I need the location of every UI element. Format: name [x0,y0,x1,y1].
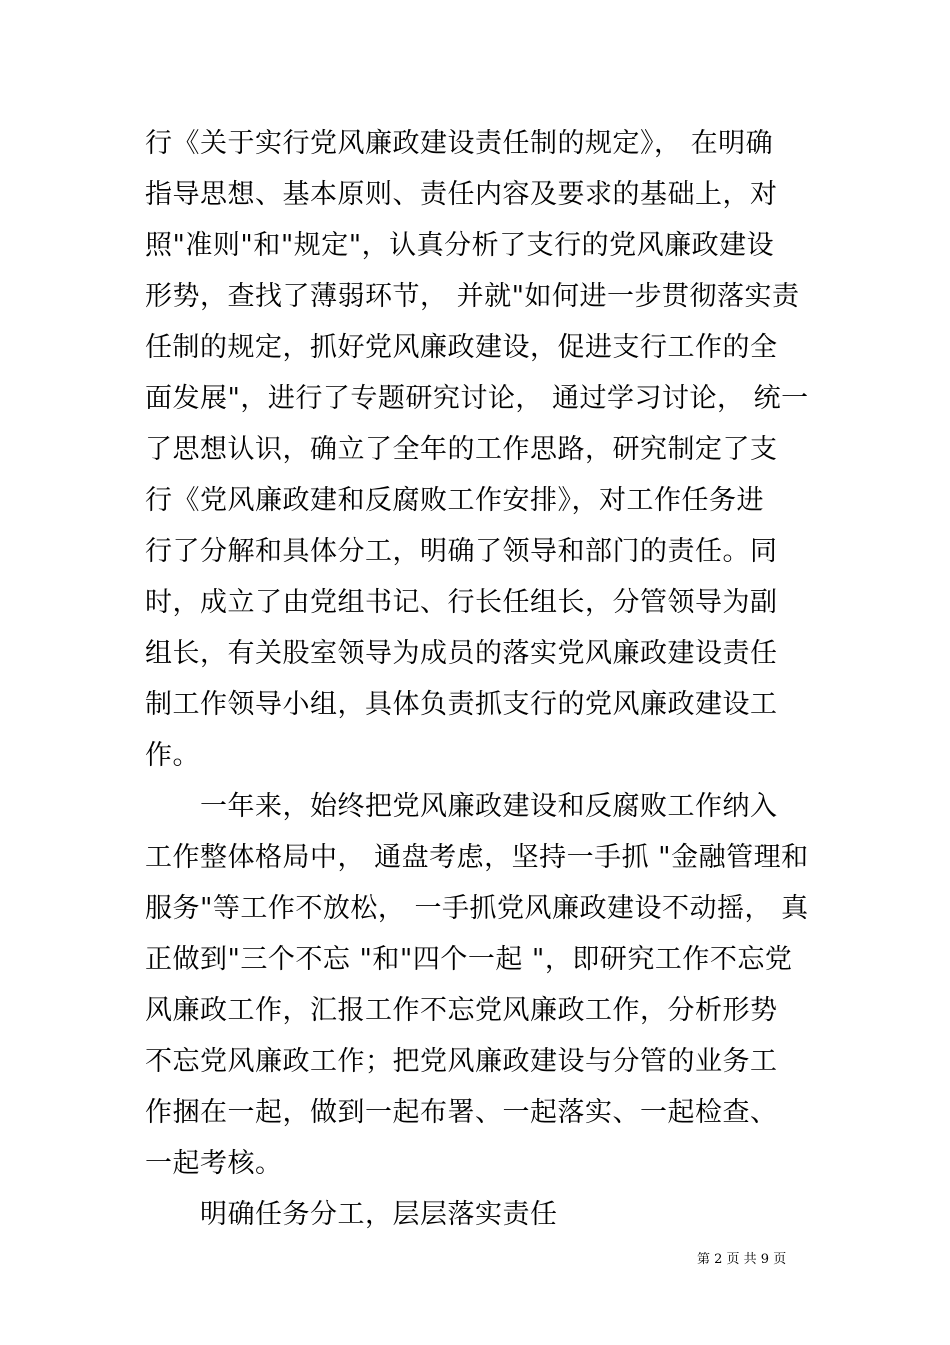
text-line: 了思想认识，确立了全年的工作思路，研究制定了支 [145,434,778,465]
body-text [0,118,950,1240]
text-line: 面发展"，进行了专题研究讨论， 通过学习讨论， 统一 [145,383,809,414]
text-line: 形势，查找了薄弱环节， 并就"如何进一步贯彻落实责 [145,281,800,312]
text-line: 服务"等工作不放松， 一手抓党风廉政建设不动摇， 真 [145,893,809,924]
section-heading: 明确任务分工，层层落实责任 [200,1199,558,1230]
text-line: 时，成立了由党组书记、行长任组长，分管领导为副 [145,587,778,618]
text-line: 行了分解和具体分工，明确了领导和部门的责任。同 [145,536,778,567]
text-line: 不忘党风廉政工作；把党风廉政建设与分管的业务工 [145,1046,778,1077]
text-line: 正做到"三个不忘 "和"四个一起 "，即研究工作不忘党 [145,944,793,975]
text-line: 行《关于实行党风廉政建设责任制的规定》， 在明确 [145,128,774,159]
text-line: 风廉政工作，汇报工作不忘党风廉政工作，分析形势 [145,995,778,1026]
text-line: 一起考核。 [145,1148,283,1179]
text-line: 照"准则"和"规定"，认真分析了支行的党风廉政建设 [145,230,775,261]
text-line: 组长，有关股室领导为成员的落实党风廉政建设责任 [145,638,778,669]
text-line: 工作整体格局中， 通盘考虑，坚持一手抓 "金融管理和 [145,842,809,873]
text-line: 制工作领导小组，具体负责抓支行的党风廉政建设工 [145,689,778,720]
text-line: 指导思想、基本原则、责任内容及要求的基础上，对 [145,179,778,210]
page-number-footer: 第 2 页 共 9 页 [697,1252,787,1267]
text-line: 任制的规定，抓好党风廉政建设，促进支行工作的全 [145,332,778,363]
text-line: 作。 [145,740,200,771]
text-line: 作捆在一起，做到一起布署、一起落实、一起检查、 [145,1097,778,1128]
text-line: 行《党风廉政建和反腐败工作安排》，对工作任务进 [145,485,764,516]
paragraph-first-line: 一年来，始终把党风廉政建设和反腐败工作纳入 [200,791,778,822]
